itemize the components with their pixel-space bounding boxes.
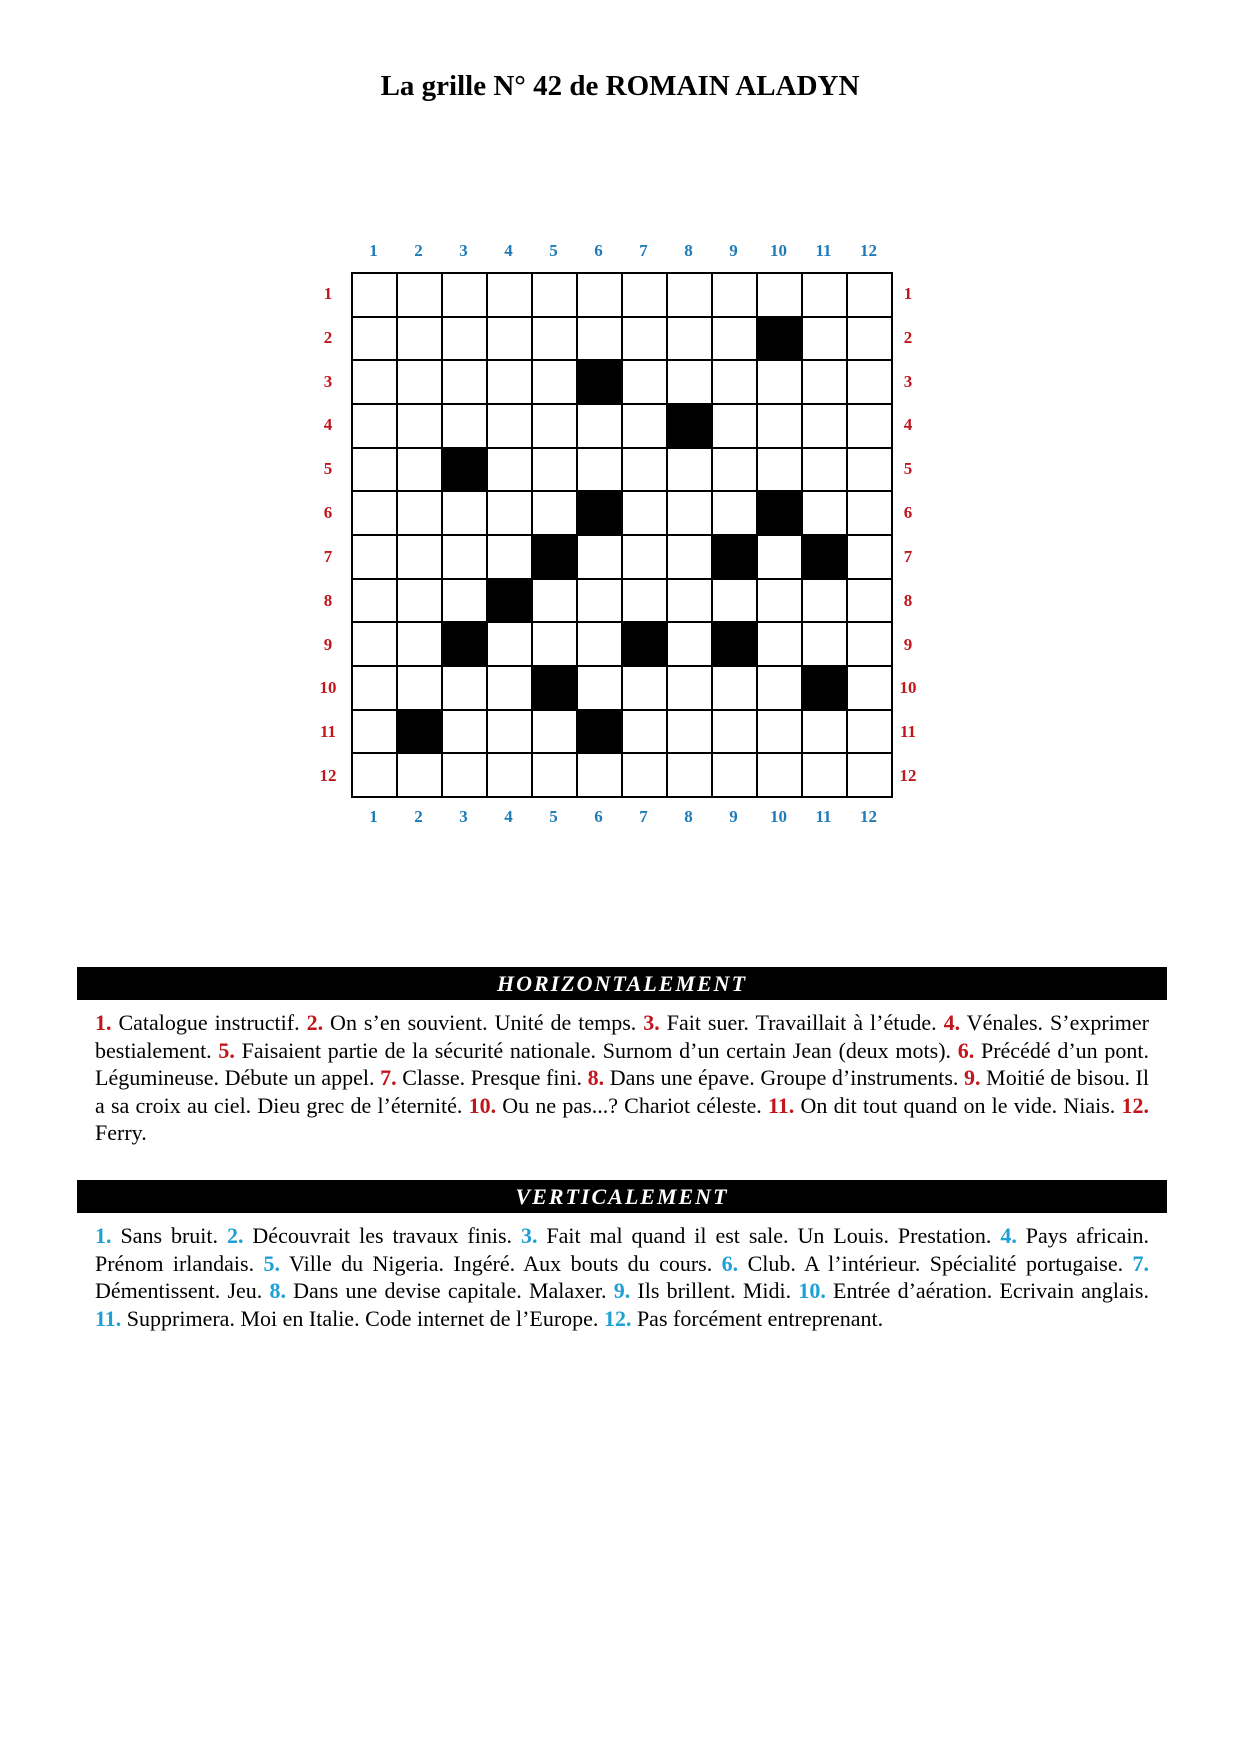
clue-text: Entrée d’aération. Ecrivain anglais. bbox=[825, 1278, 1149, 1303]
grid-cell[interactable] bbox=[803, 580, 848, 624]
grid-cell[interactable] bbox=[848, 361, 893, 405]
grid-cell[interactable] bbox=[353, 405, 398, 449]
grid-cell[interactable] bbox=[758, 580, 803, 624]
grid-cell[interactable] bbox=[533, 711, 578, 755]
horizontal-clues bbox=[95, 1009, 1149, 1147]
grid-cell[interactable] bbox=[578, 405, 623, 449]
grid-cell[interactable] bbox=[488, 318, 533, 362]
row-number-right: 12 bbox=[899, 766, 917, 786]
row-number-left: 1 bbox=[323, 284, 333, 303]
grid-cell[interactable] bbox=[353, 274, 398, 318]
grid-cell[interactable] bbox=[353, 711, 398, 755]
grid-cell[interactable] bbox=[443, 580, 488, 624]
clue-number: 2. bbox=[226, 1223, 244, 1248]
column-number-top: 6 bbox=[594, 241, 603, 260]
column-number-top: 8 bbox=[684, 241, 693, 260]
row-number-right: 6 bbox=[903, 503, 913, 523]
grid-cell[interactable] bbox=[668, 274, 713, 318]
grid-cell[interactable] bbox=[398, 536, 443, 580]
black-cell bbox=[803, 667, 848, 711]
clue-number: 3. bbox=[643, 1010, 660, 1035]
column-number-bottom: 1 bbox=[369, 807, 378, 826]
clue-text: Pays africain. Prénom irlandais. bbox=[95, 1223, 1149, 1276]
grid-cell[interactable] bbox=[623, 492, 668, 536]
column-number-top: 12 bbox=[860, 241, 877, 260]
grid-cell[interactable] bbox=[623, 711, 668, 755]
grid-cell[interactable] bbox=[578, 580, 623, 624]
grid-cell[interactable] bbox=[353, 318, 398, 362]
horizontal-heading: HORIZONTALEMENT bbox=[77, 967, 1167, 1000]
clue-text: Vénales. S’exprimer bestialement. bbox=[95, 1010, 1149, 1063]
grid-cell[interactable] bbox=[623, 318, 668, 362]
grid-cell[interactable] bbox=[758, 754, 803, 798]
clue-number: 6. bbox=[721, 1250, 739, 1276]
grid-cell[interactable] bbox=[398, 492, 443, 536]
grid-cell[interactable] bbox=[713, 492, 758, 536]
clue-text: Club. A l’intérieur. Spécialité portugaise. bbox=[738, 1250, 1133, 1276]
clue-number: 1. bbox=[95, 1223, 112, 1248]
clue-text: Ils brillent. Midi. bbox=[630, 1278, 799, 1303]
clue-text: Moitié de bisou. Il a sa croix au ciel. Dieu grec de l’éternité. bbox=[95, 1065, 1149, 1118]
clue-number: 9. bbox=[613, 1278, 631, 1303]
grid-cell[interactable] bbox=[758, 667, 803, 711]
grid-cell[interactable] bbox=[353, 623, 398, 667]
grid-cell[interactable] bbox=[488, 754, 533, 798]
black-cell bbox=[443, 449, 488, 493]
row-number-left: 4 bbox=[323, 415, 333, 435]
grid-cell[interactable] bbox=[488, 667, 533, 711]
grid-cell[interactable] bbox=[848, 623, 893, 667]
grid-cell[interactable] bbox=[443, 492, 488, 536]
clue-text: Sans bruit. bbox=[111, 1223, 227, 1248]
row-number-left: 12 bbox=[319, 766, 337, 786]
grid-cell[interactable] bbox=[623, 580, 668, 624]
clue-text: Découvrait les travaux finis. bbox=[243, 1223, 521, 1248]
clue-text: Pas forcément entreprenant. bbox=[631, 1305, 884, 1331]
column-number-top: 10 bbox=[770, 241, 787, 260]
grid-cell[interactable] bbox=[713, 754, 758, 798]
grid-cell[interactable] bbox=[848, 274, 893, 318]
grid-cell[interactable] bbox=[668, 580, 713, 624]
grid-cell[interactable] bbox=[443, 318, 488, 362]
black-cell bbox=[713, 536, 758, 580]
grid-cell[interactable] bbox=[668, 711, 713, 755]
clue-text: Classe. Presque fini. bbox=[396, 1065, 588, 1090]
column-number-top: 3 bbox=[459, 241, 468, 260]
grid-cell[interactable] bbox=[713, 274, 758, 318]
grid-cell[interactable] bbox=[398, 274, 443, 318]
column-number-bottom: 10 bbox=[770, 807, 787, 826]
column-number-bottom: 6 bbox=[594, 807, 603, 826]
grid-cell[interactable] bbox=[758, 274, 803, 318]
grid-cell[interactable] bbox=[803, 405, 848, 449]
row-number-right: 2 bbox=[903, 327, 913, 347]
grid-cell[interactable] bbox=[488, 536, 533, 580]
grid-cell[interactable] bbox=[623, 449, 668, 493]
grid-cell[interactable] bbox=[578, 667, 623, 711]
grid-cell[interactable] bbox=[578, 754, 623, 798]
clue-number: 10. bbox=[798, 1278, 826, 1303]
clue-text: Démentissent. Jeu. bbox=[95, 1278, 270, 1303]
grid-cell[interactable] bbox=[578, 536, 623, 580]
grid-cell[interactable] bbox=[803, 623, 848, 667]
row-number-left: 11 bbox=[319, 722, 337, 742]
grid-cell[interactable] bbox=[488, 623, 533, 667]
column-number-top: 1 bbox=[369, 241, 378, 260]
grid-cell[interactable] bbox=[398, 623, 443, 667]
clue-number: 1. bbox=[95, 1010, 112, 1035]
clue-text: Faisaient partie de la sécurité nationale. Surnom d’un certain Jean (deux mots). bbox=[234, 1037, 958, 1063]
clue-number: 8. bbox=[269, 1278, 286, 1303]
grid-cell[interactable] bbox=[533, 492, 578, 536]
grid-cell[interactable] bbox=[488, 449, 533, 493]
column-number-top: 11 bbox=[815, 241, 832, 260]
row-number-right: 1 bbox=[903, 284, 913, 303]
grid-cell[interactable] bbox=[533, 274, 578, 318]
black-cell bbox=[578, 711, 623, 755]
clue-text: Fait suer. Travaillait à l’étude. bbox=[659, 1010, 944, 1035]
grid-cell[interactable] bbox=[353, 361, 398, 405]
grid-cell[interactable] bbox=[848, 536, 893, 580]
row-number-right: 10 bbox=[899, 678, 917, 698]
clue-number: 5. bbox=[263, 1250, 281, 1276]
black-cell bbox=[623, 623, 668, 667]
row-number-right: 11 bbox=[899, 722, 917, 742]
column-number-bottom: 12 bbox=[860, 807, 877, 826]
grid-cell[interactable] bbox=[533, 580, 578, 624]
grid-cell[interactable] bbox=[398, 754, 443, 798]
clue-number: 6. bbox=[957, 1037, 975, 1063]
grid-cell[interactable] bbox=[443, 405, 488, 449]
black-cell bbox=[803, 536, 848, 580]
grid-cell[interactable] bbox=[668, 623, 713, 667]
row-number-left: 3 bbox=[323, 371, 333, 391]
column-number-bottom: 5 bbox=[549, 807, 558, 826]
grid-cell[interactable] bbox=[443, 536, 488, 580]
black-cell bbox=[578, 361, 623, 405]
grid-cell[interactable] bbox=[803, 754, 848, 798]
black-cell bbox=[533, 536, 578, 580]
clue-text: Dans une épave. Groupe d’instruments. bbox=[604, 1065, 965, 1090]
grid-cell[interactable] bbox=[803, 318, 848, 362]
black-cell bbox=[398, 711, 443, 755]
row-number-right: 4 bbox=[903, 415, 913, 435]
grid-cell[interactable] bbox=[578, 449, 623, 493]
clue-number: 9. bbox=[964, 1065, 981, 1090]
black-cell bbox=[488, 580, 533, 624]
grid-cell[interactable] bbox=[848, 492, 893, 536]
grid-cell[interactable] bbox=[848, 405, 893, 449]
grid-cell[interactable] bbox=[758, 361, 803, 405]
row-number-right: 8 bbox=[903, 590, 913, 610]
column-number-top: 2 bbox=[414, 241, 423, 260]
clue-number: 11. bbox=[95, 1305, 122, 1331]
grid-cell[interactable] bbox=[623, 754, 668, 798]
grid-cell[interactable] bbox=[713, 449, 758, 493]
row-number-right: 7 bbox=[903, 546, 913, 566]
grid-cell[interactable] bbox=[803, 711, 848, 755]
row-number-right: 9 bbox=[903, 634, 913, 654]
crossword-puzzle bbox=[0, 0, 1240, 860]
vertical-clues bbox=[95, 1222, 1149, 1332]
clue-text: Catalogue instructif. bbox=[111, 1010, 307, 1035]
clue-number: 4. bbox=[1000, 1223, 1017, 1248]
grid-cell[interactable] bbox=[758, 536, 803, 580]
column-number-bottom: 11 bbox=[815, 807, 832, 826]
grid-cell[interactable] bbox=[623, 274, 668, 318]
grid-cell[interactable] bbox=[578, 274, 623, 318]
grid-cell[interactable] bbox=[668, 318, 713, 362]
clue-number: 7. bbox=[1132, 1250, 1150, 1276]
grid-cell[interactable] bbox=[848, 667, 893, 711]
grid-cell[interactable] bbox=[713, 711, 758, 755]
clue-number: 5. bbox=[218, 1037, 235, 1063]
grid-cell[interactable] bbox=[488, 274, 533, 318]
black-cell bbox=[713, 623, 758, 667]
grid-cell[interactable] bbox=[443, 667, 488, 711]
clue-number: 3. bbox=[520, 1223, 538, 1248]
row-number-left: 5 bbox=[323, 459, 333, 479]
grid-cell[interactable] bbox=[848, 449, 893, 493]
grid-cell[interactable] bbox=[443, 361, 488, 405]
clue-text: Précédé d’un pont. Légumineuse. Débute un appel. bbox=[95, 1037, 1150, 1090]
row-number-right: 5 bbox=[903, 459, 913, 479]
grid-cell[interactable] bbox=[713, 580, 758, 624]
clue-text: Fait mal quand il est sale. Un Louis. Prestation. bbox=[537, 1223, 1001, 1248]
grid-cell[interactable] bbox=[533, 361, 578, 405]
grid-cell[interactable] bbox=[713, 318, 758, 362]
clue-text: Supprimera. Moi en Italie. Code internet de l’Europe. bbox=[121, 1305, 604, 1331]
clue-text: Dans une devise capitale. Malaxer. bbox=[285, 1278, 614, 1303]
grid-cell[interactable] bbox=[848, 711, 893, 755]
clue-number: 12. bbox=[603, 1305, 632, 1331]
black-cell bbox=[758, 318, 803, 362]
grid-cell[interactable] bbox=[353, 449, 398, 493]
row-number-left: 8 bbox=[323, 590, 333, 610]
black-cell bbox=[578, 492, 623, 536]
column-number-top: 5 bbox=[549, 241, 558, 260]
grid-cell[interactable] bbox=[623, 361, 668, 405]
grid-cell[interactable] bbox=[443, 711, 488, 755]
grid-cell[interactable] bbox=[443, 274, 488, 318]
grid-cell[interactable] bbox=[668, 536, 713, 580]
black-cell bbox=[533, 667, 578, 711]
clue-number: 11. bbox=[767, 1092, 795, 1118]
column-number-top: 4 bbox=[504, 241, 513, 260]
grid-cell[interactable] bbox=[533, 405, 578, 449]
grid-cell[interactable] bbox=[668, 754, 713, 798]
grid-cell[interactable] bbox=[758, 449, 803, 493]
grid-cell[interactable] bbox=[353, 580, 398, 624]
grid-cell[interactable] bbox=[578, 318, 623, 362]
black-cell bbox=[668, 405, 713, 449]
clue-text: Ville du Nigeria. Ingéré. Aux bouts du cours. bbox=[280, 1250, 722, 1276]
row-number-left: 10 bbox=[319, 678, 337, 698]
row-number-left: 9 bbox=[323, 634, 333, 654]
page-title: La grille N° 42 de ROMAIN ALADYN bbox=[380, 70, 860, 102]
grid-cell[interactable] bbox=[353, 667, 398, 711]
grid-cell[interactable] bbox=[668, 492, 713, 536]
clue-number: 8. bbox=[587, 1065, 605, 1090]
clue-number: 10. bbox=[468, 1092, 497, 1118]
grid-cell[interactable] bbox=[353, 754, 398, 798]
column-number-top: 9 bbox=[729, 241, 738, 260]
grid-cell[interactable] bbox=[758, 623, 803, 667]
grid-cell[interactable] bbox=[668, 667, 713, 711]
row-number-left: 6 bbox=[323, 503, 333, 523]
grid-cell[interactable] bbox=[353, 492, 398, 536]
clue-text: Ou ne pas...? Chariot céleste. bbox=[496, 1092, 768, 1118]
column-number-bottom: 4 bbox=[504, 807, 513, 826]
grid-cell[interactable] bbox=[398, 405, 443, 449]
grid-cell[interactable] bbox=[758, 711, 803, 755]
grid-cell[interactable] bbox=[623, 405, 668, 449]
grid-cell[interactable] bbox=[398, 318, 443, 362]
grid-cell[interactable] bbox=[578, 623, 623, 667]
grid-cell[interactable] bbox=[803, 274, 848, 318]
row-number-left: 2 bbox=[323, 327, 333, 347]
grid-cell[interactable] bbox=[623, 536, 668, 580]
grid-cell[interactable] bbox=[713, 405, 758, 449]
grid-cell[interactable] bbox=[713, 361, 758, 405]
grid-cell[interactable] bbox=[848, 580, 893, 624]
clue-number: 7. bbox=[380, 1065, 397, 1090]
grid-cell[interactable] bbox=[668, 449, 713, 493]
column-number-bottom: 2 bbox=[414, 807, 423, 826]
grid-cell[interactable] bbox=[488, 711, 533, 755]
black-cell bbox=[443, 623, 488, 667]
grid-cell[interactable] bbox=[353, 536, 398, 580]
grid-cell[interactable] bbox=[533, 449, 578, 493]
grid-cell[interactable] bbox=[488, 492, 533, 536]
grid-cell[interactable] bbox=[848, 754, 893, 798]
grid-cell[interactable] bbox=[533, 754, 578, 798]
grid-cell[interactable] bbox=[668, 361, 713, 405]
column-number-bottom: 9 bbox=[729, 807, 738, 826]
clue-text: Ferry. bbox=[95, 1120, 147, 1145]
crossword-grid bbox=[351, 272, 893, 798]
grid-cell[interactable] bbox=[533, 318, 578, 362]
grid-cell[interactable] bbox=[398, 580, 443, 624]
grid-cell[interactable] bbox=[623, 667, 668, 711]
column-number-top: 7 bbox=[639, 241, 648, 260]
vertical-heading: VERTICALEMENT bbox=[77, 1180, 1167, 1213]
black-cell bbox=[758, 492, 803, 536]
column-number-bottom: 3 bbox=[459, 807, 468, 826]
grid-cell[interactable] bbox=[713, 667, 758, 711]
grid-cell[interactable] bbox=[443, 754, 488, 798]
grid-cell[interactable] bbox=[398, 361, 443, 405]
grid-cell[interactable] bbox=[803, 492, 848, 536]
grid-cell[interactable] bbox=[488, 405, 533, 449]
row-number-right: 3 bbox=[903, 371, 913, 391]
clue-number: 12. bbox=[1121, 1092, 1150, 1118]
grid-cell[interactable] bbox=[398, 449, 443, 493]
grid-cell[interactable] bbox=[398, 667, 443, 711]
clue-number: 2. bbox=[306, 1010, 324, 1035]
grid-cell[interactable] bbox=[758, 405, 803, 449]
column-number-bottom: 8 bbox=[684, 807, 693, 826]
grid-cell[interactable] bbox=[848, 318, 893, 362]
grid-cell[interactable] bbox=[803, 361, 848, 405]
grid-cell[interactable] bbox=[533, 623, 578, 667]
grid-cell[interactable] bbox=[803, 449, 848, 493]
clue-text: On dit tout quand on le vide. Niais. bbox=[794, 1092, 1122, 1118]
clue-number: 4. bbox=[943, 1010, 961, 1035]
grid-cell[interactable] bbox=[488, 361, 533, 405]
column-number-bottom: 7 bbox=[639, 807, 648, 826]
clue-text: On s’en souvient. Unité de temps. bbox=[323, 1010, 644, 1035]
row-number-left: 7 bbox=[323, 546, 333, 566]
